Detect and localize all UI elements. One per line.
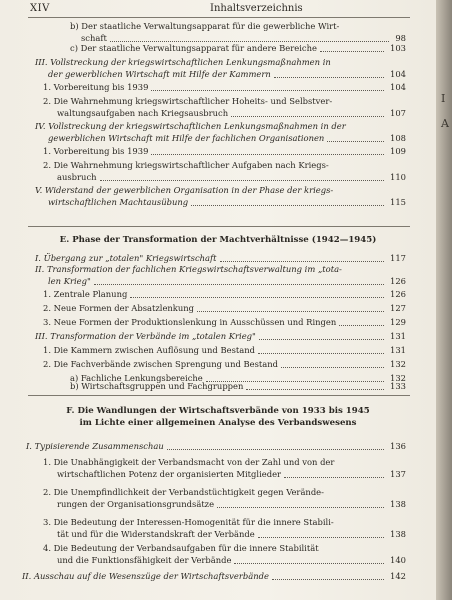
toc-page-number: 117 xyxy=(390,253,406,263)
dot-leader xyxy=(339,324,384,326)
toc-page-number: 103 xyxy=(390,43,406,53)
dot-leader xyxy=(259,338,384,340)
toc-page-number: 109 xyxy=(390,146,406,156)
section-rule xyxy=(28,226,410,227)
section-heading-f-line1: F. Die Wandlungen der Wirtschaftsverbände von 1933 bis 1945 xyxy=(66,406,370,416)
section-heading-e: E. Phase der Transformation der Machtverhältnisse (1942—1945) xyxy=(59,235,377,245)
toc-entry-text: 1. Vorbereitung bis 1939 xyxy=(43,82,149,92)
toc-entry-text: waltungsaufgaben nach Kriegsausbruch xyxy=(57,108,229,118)
toc-entry-text: rungen der Organisationsgrundsätze xyxy=(57,499,215,509)
dot-leader xyxy=(327,140,384,142)
dot-leader xyxy=(320,50,384,52)
toc-page-number: 140 xyxy=(390,555,406,565)
toc-page-number: 132 xyxy=(390,359,406,369)
dot-leader xyxy=(234,562,384,564)
toc-entry-text: der gewerblichen Wirtschaft mit Hilfe der Kammern xyxy=(48,69,271,79)
header-title: Inhaltsverzeichnis xyxy=(210,3,303,14)
toc-entry-text: 1. Zentrale Planung xyxy=(43,289,128,299)
toc-entry-text: 3. Die Bedeutung der Interessen-Homogenität für die innere Stabili- xyxy=(43,517,334,527)
dot-leader xyxy=(100,179,384,181)
toc-page-number: 129 xyxy=(390,317,406,327)
dot-leader xyxy=(94,283,384,285)
toc-entry-text: 2. Neue Formen der Absatzlenkung xyxy=(43,303,195,313)
next-page-edge xyxy=(436,0,452,600)
dot-leader xyxy=(130,296,384,298)
toc-page-number: 138 xyxy=(390,499,406,509)
toc-page-number: 127 xyxy=(390,303,406,313)
toc-page-number: 137 xyxy=(390,469,406,479)
toc-entry-text: b) Der staatliche Verwaltungsapparat für die gewerbliche Wirt- xyxy=(70,21,340,31)
dot-leader xyxy=(220,260,385,262)
toc-entry-text: 1. Die Kammern zwischen Auflösung und Bestand xyxy=(43,345,255,355)
toc-entry-text: V. Widerstand der gewerblichen Organisation in der Phase der kriegs- xyxy=(35,185,334,195)
dot-leader xyxy=(272,578,384,580)
dot-leader xyxy=(217,506,384,508)
dot-leader xyxy=(258,352,384,354)
toc-page-number: 131 xyxy=(390,331,406,341)
edge-letter: I xyxy=(441,92,446,105)
dot-leader xyxy=(281,366,384,368)
toc-page-number: 98 xyxy=(395,33,406,43)
toc-page-number: 131 xyxy=(390,345,406,355)
toc-page-number: 104 xyxy=(390,82,406,92)
toc-entry-text: III. Vollstreckung der kriegswirtschaftlichen Lenkungsmaßnahmen in xyxy=(35,57,331,67)
toc-page-number: 133 xyxy=(390,381,406,391)
toc-page-number: 110 xyxy=(390,172,406,182)
toc-entry-text: 4. Die Bedeutung der Verbandsaufgaben für die innere Stabilität xyxy=(43,543,319,553)
header-rule xyxy=(28,17,410,18)
toc-page-number: 136 xyxy=(390,441,406,451)
toc-entry-text: wirtschaftlichen Potenz der organisierten Mitglieder xyxy=(57,469,282,479)
page-number: XIV xyxy=(30,3,50,14)
toc-page-number: 126 xyxy=(390,276,406,286)
dot-leader xyxy=(258,536,384,538)
toc-page-number: 142 xyxy=(390,571,406,581)
toc-entry-text: II. Ausschau auf die Wesenszüge der Wirtschaftsverbände xyxy=(22,571,269,581)
toc-entry-text: wirtschaftlichen Machtausübung xyxy=(48,197,189,207)
dot-leader xyxy=(191,204,384,206)
dot-leader xyxy=(151,89,384,91)
dot-leader xyxy=(151,153,384,155)
toc-entry-text: len Krieg" xyxy=(48,276,91,286)
toc-entry-text: 2. Die Wahrnehmung kriegswirtschaftlicher Hoheits- und Selbstver- xyxy=(43,96,333,106)
toc-page-number: 104 xyxy=(390,69,406,79)
toc-entry-text: IV. Vollstreckung der kriegswirtschaftlichen Lenkungsmaßnahmen in der xyxy=(35,121,346,131)
toc-page-number: 126 xyxy=(390,289,406,299)
edge-letter: A xyxy=(441,117,449,130)
section-heading-f-line2: im Lichte einer allgemeinen Analyse des Verbandswesens xyxy=(79,418,357,428)
toc-entry-text: 1. Die Unabhängigkeit der Verbandsmacht von der Zahl und von der xyxy=(43,457,335,467)
toc-entry-text: und die Funktionsfähigkeit der Verbände xyxy=(57,555,232,565)
dot-leader xyxy=(197,310,384,312)
dot-leader xyxy=(167,448,384,450)
dot-leader xyxy=(231,115,384,117)
toc-entry-text: 2. Die Unempfindlichkeit der Verbandstüchtigkeit gegen Verände- xyxy=(43,487,324,497)
toc-entry-text: 3. Neue Formen der Produktionslenkung in Ausschüssen und Ringen xyxy=(43,317,337,327)
toc-entry-text: 2. Die Wahrnehmung kriegswirtschaftlicher Aufgaben nach Kriegs- xyxy=(43,160,329,170)
toc-entry-text: I. Typisierende Zusammenschau xyxy=(26,441,164,451)
toc-page-number: 132 xyxy=(390,373,406,383)
toc-entry-text: gewerblichen Wirtschaft mit Hilfe der fachlichen Organisationen xyxy=(48,133,325,143)
toc-entry-text: II. Transformation der fachlichen Kriegswirtschaftsverwaltung im „tota- xyxy=(35,264,342,274)
toc-entry-text: b) Wirtschaftsgruppen und Fachgruppen xyxy=(70,381,244,391)
toc-page-number: 107 xyxy=(390,108,406,118)
toc-entry-text: c) Der staatliche Verwaltungsapparat für andere Bereiche xyxy=(70,43,317,53)
toc-entry-text: tät und für die Widerstandskraft der Verbände xyxy=(57,529,255,539)
toc-entry-text: 1. Vorbereitung bis 1939 xyxy=(43,146,149,156)
toc-entry-text: a) Fachliche Lenkungsbereiche xyxy=(70,373,203,383)
toc-page-number: 115 xyxy=(390,197,406,207)
toc-entry-text: III. Transformation der Verbände im „totalen Krieg" xyxy=(35,331,256,341)
toc-entry-text: I. Übergang zur „totalen" Kriegswirtschaft xyxy=(35,253,217,263)
toc-page-number: 108 xyxy=(390,133,406,143)
dot-leader xyxy=(284,476,384,478)
toc-page-number: 138 xyxy=(390,529,406,539)
toc-entry-text: ausbruch xyxy=(57,172,97,182)
toc-entry-text: schaft xyxy=(81,33,107,43)
toc-entry-text: 2. Die Fachverbände zwischen Sprengung und Bestand xyxy=(43,359,279,369)
dot-leader xyxy=(246,388,384,390)
dot-leader xyxy=(274,76,384,78)
section-rule xyxy=(28,395,410,396)
